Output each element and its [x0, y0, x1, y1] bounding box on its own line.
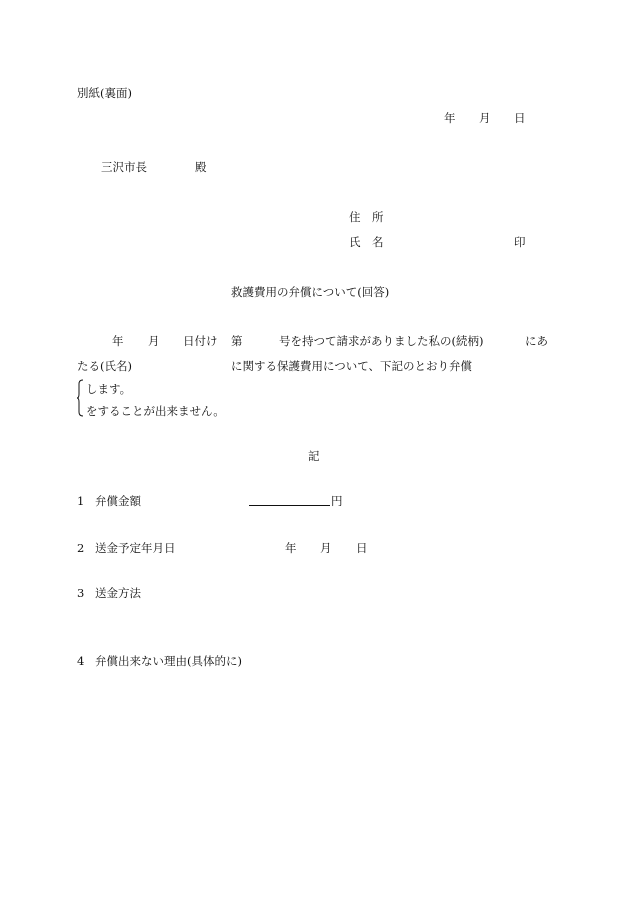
body-month: 月 [148, 334, 160, 348]
body-dated: 日付け [183, 334, 218, 348]
item1-number: 1 [77, 494, 85, 508]
document-title: 救護費用の弁償について(回答) [231, 285, 390, 299]
body-number-prefix: 第 [231, 334, 243, 348]
item4-label: 弁償出来ない理由(具体的に) [95, 654, 242, 668]
option-brace [76, 379, 84, 417]
item1-unit: 円 [331, 494, 343, 508]
option-pay: します。 [86, 382, 132, 396]
item3-number: 3 [77, 586, 85, 600]
date-month: 月 [479, 111, 491, 125]
date-day: 日 [514, 111, 526, 125]
addressee-honorific: 殿 [195, 160, 207, 174]
item2-label: 送金予定年月日 [95, 541, 176, 555]
item3-label: 送金方法 [95, 586, 141, 600]
item2-day: 日 [356, 541, 368, 555]
attachment-label: 別紙(裏面) [77, 86, 132, 100]
body-line2-start: たる(氏名) [77, 359, 132, 373]
seal-mark: 印 [514, 235, 526, 249]
body-line1-end: にあ [525, 334, 548, 348]
sender-address-label: 住 所 [349, 210, 384, 224]
sender-name-label: 氏 名 [349, 235, 384, 249]
item1-label: 弁償金額 [95, 494, 141, 508]
body-line2-rest: に関する保護費用について、下記のとおり弁償 [231, 359, 473, 373]
amount-underline [249, 505, 330, 506]
item2-month: 月 [320, 541, 332, 555]
date-year: 年 [444, 111, 456, 125]
item2-year: 年 [285, 541, 297, 555]
option-cannot-pay: をすることが出来ません。 [86, 404, 225, 418]
body-line1-rest: 号を持つて請求がありました私の(続柄) [279, 334, 484, 348]
item2-number: 2 [77, 541, 85, 555]
item4-number: 4 [77, 654, 85, 668]
body-year: 年 [112, 334, 124, 348]
ki-label: 記 [308, 449, 320, 463]
addressee-name: 三沢市長 [101, 160, 147, 174]
